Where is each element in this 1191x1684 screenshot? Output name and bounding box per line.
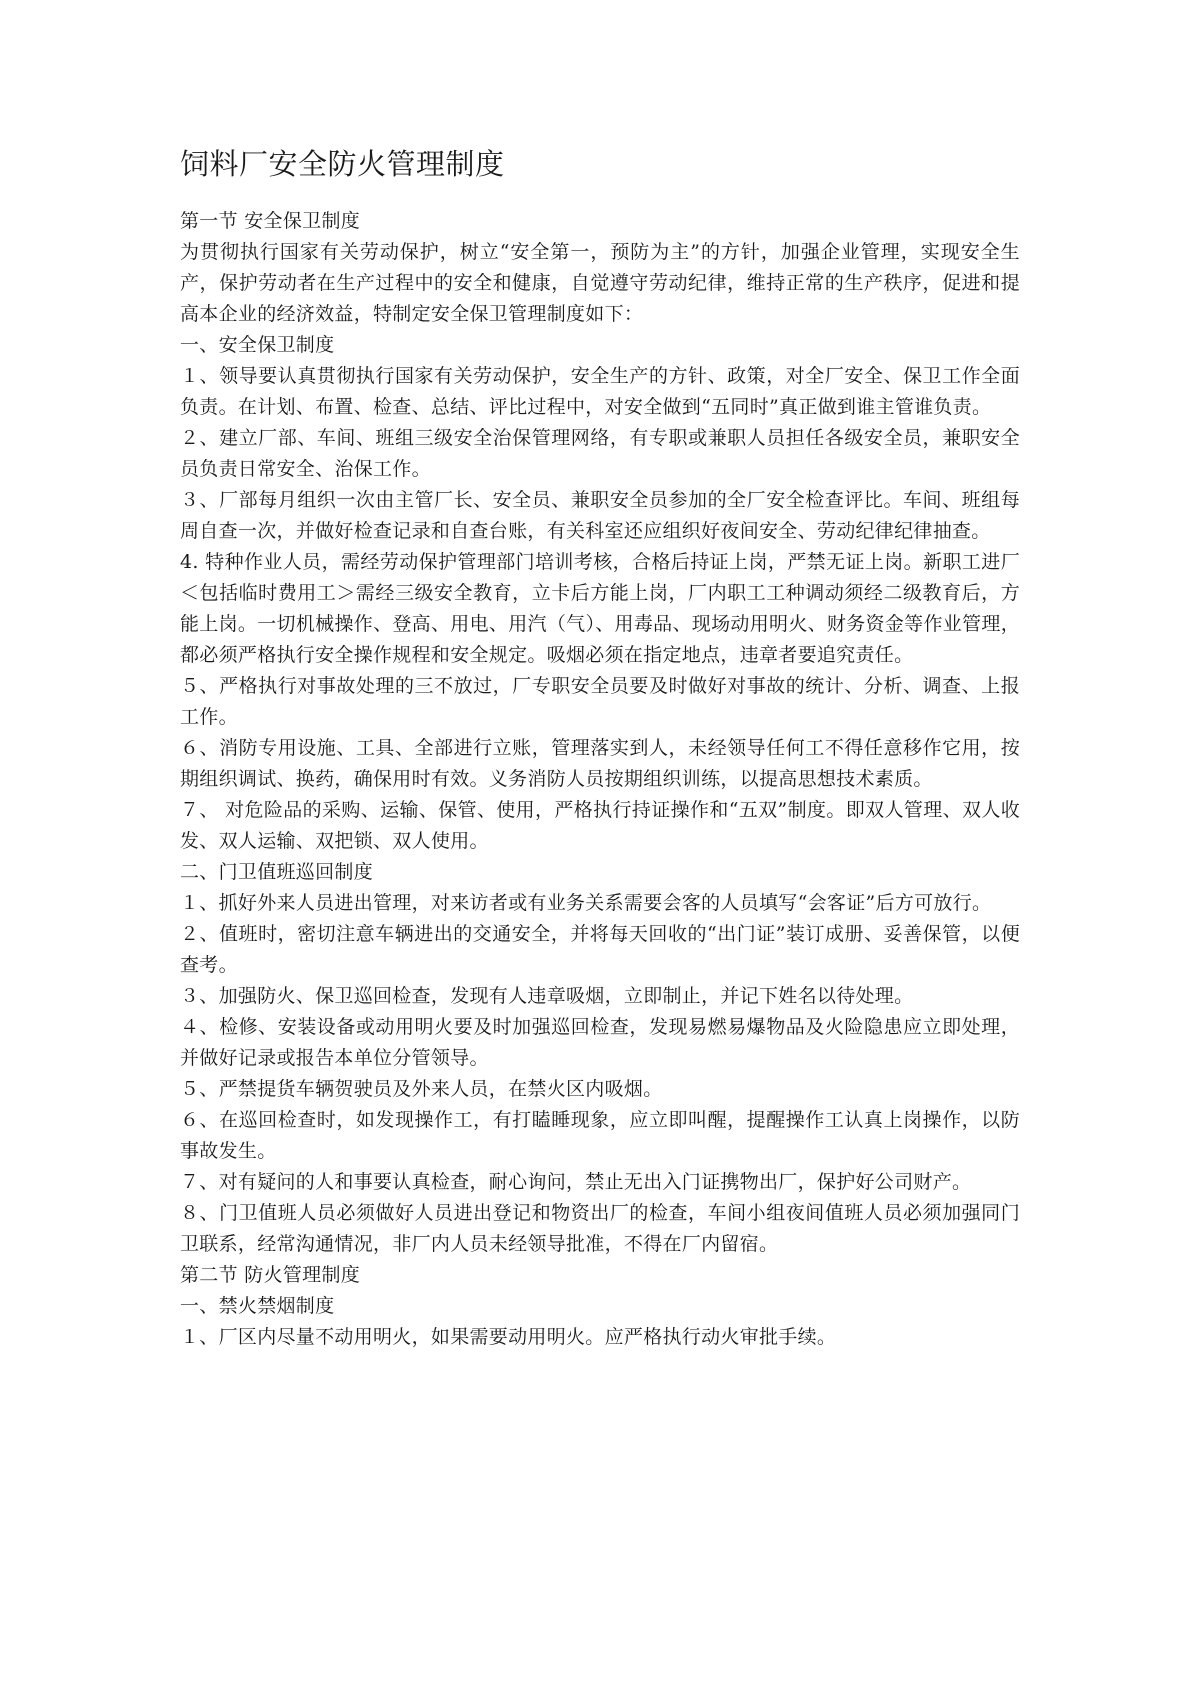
- security-item-7: ７、 对危险品的采购、运输、保管、使用，严格执行持证操作和“五双”制度。即双人管理、双人收发、双人运输、双把锁、双人使用。: [180, 799, 1020, 852]
- section-heading-2: 第二节 防火管理制度: [180, 1264, 361, 1286]
- fire-ban-item-1: １、厂区内尽量不动用明火，如果需要动用明火。应严格执行动火审批手续。: [180, 1326, 837, 1348]
- guard-item-1: １、抓好外来人员进出管理，对来访者或有业务关系需要会客的人员填写“会客证”后方可放行。: [180, 892, 992, 914]
- subsection-heading-fire-ban: 一、禁火禁烟制度: [180, 1295, 335, 1317]
- guard-item-8: ８、门卫值班人员必须做好人员进出登记和物资出厂的检查，车间小组夜间值班人员必须加强同门卫联系，经常沟通情况，非厂内人员未经领导批准，不得在厂内留宿。: [180, 1202, 1020, 1255]
- subsection-heading-security: 一、安全保卫制度: [180, 334, 335, 356]
- guard-item-5: ５、严禁提货车辆贺驶员及外来人员，在禁火区内吸烟。: [180, 1078, 663, 1100]
- security-item-4: 4. 特种作业人员，需经劳动保护管理部门培训考核，合格后持证上岗，严禁无证上岗。新职工进厂＜包括临时费用工＞需经三级安全教育，立卡后方能上岗，厂内职工工种调动须经二级教育后，方能上岗。一切机械操作、登高、用电、用汽（气）、用毒品、现场动用明火、财务资金等作业管理，都必须严格执行安全操作规程和安全规定。吸烟必须在指定地点，违章者要追究责任。: [180, 551, 1020, 666]
- intro-paragraph: 为贯彻执行国家有关劳动保护，树立“安全第一，预防为主”的方针，加强企业管理，实现安全生产，保护劳动者在生产过程中的安全和健康，自觉遵守劳动纪律，维持正常的生产秩序，促进和提高本企业的经济效益，特制定安全保卫管理制度如下：: [180, 241, 1020, 325]
- security-item-5: ５、严格执行对事故处理的三不放过，厂专职安全员要及时做好对事故的统计、分析、调查、上报工作。: [180, 675, 1020, 728]
- subsection-heading-guard: 二、门卫值班巡回制度: [180, 861, 374, 883]
- guard-item-7: ７、对有疑问的人和事要认真检查，耐心询问，禁止无出入门证携物出厂，保护好公司财产。: [180, 1171, 972, 1193]
- section-heading-1: 第一节 安全保卫制度: [180, 210, 361, 232]
- document-body: [180, 144, 1020, 1353]
- security-item-1: １、领导要认真贯彻执行国家有关劳动保护，安全生产的方针、政策，对全厂安全、保卫工作全面负责。在计划、布置、检查、总结、评比过程中，对安全做到“五同时”真正做到谁主管谁负责。: [180, 365, 1020, 418]
- security-item-2: ２、建立厂部、车间、班组三级安全治保管理网络，有专职或兼职人员担任各级安全员，兼职安全员负责日常安全、治保工作。: [180, 427, 1020, 480]
- security-item-6: ６、消防专用设施、工具、全部进行立账，管理落实到人，未经领导任何工不得任意移作它用，按期组织调试、换药，确保用时有效。义务消防人员按期组织训练，以提高思想技术素质。: [180, 737, 1020, 790]
- guard-item-3: ３、加强防火、保卫巡回检查，发现有人违章吸烟，立即制止，并记下姓名以待处理。: [180, 985, 914, 1007]
- guard-item-2: ２、值班时，密切注意车辆进出的交通安全，并将每天回收的“出门证”装订成册、妥善保管，以便查考。: [180, 923, 1020, 976]
- guard-item-4: ４、检修、安装设备或动用明火要及时加强巡回检查，发现易燃易爆物品及火险隐患应立即处理，并做好记录或报告本单位分管领导。: [180, 1016, 1020, 1069]
- document-title: 饲料厂安全防火管理制度: [180, 147, 505, 181]
- security-item-3: ３、厂部每月组织一次由主管厂长、安全员、兼职安全员参加的全厂安全检查评比。车间、班组每周自查一次，并做好检查记录和自查台账，有关科室还应组织好夜间安全、劳动纪律纪律抽查。: [180, 489, 1020, 542]
- guard-item-6: ６、在巡回检查时，如发现操作工，有打瞌睡现象，应立即叫醒，提醒操作工认真上岗操作，以防事故发生。: [180, 1109, 1020, 1162]
